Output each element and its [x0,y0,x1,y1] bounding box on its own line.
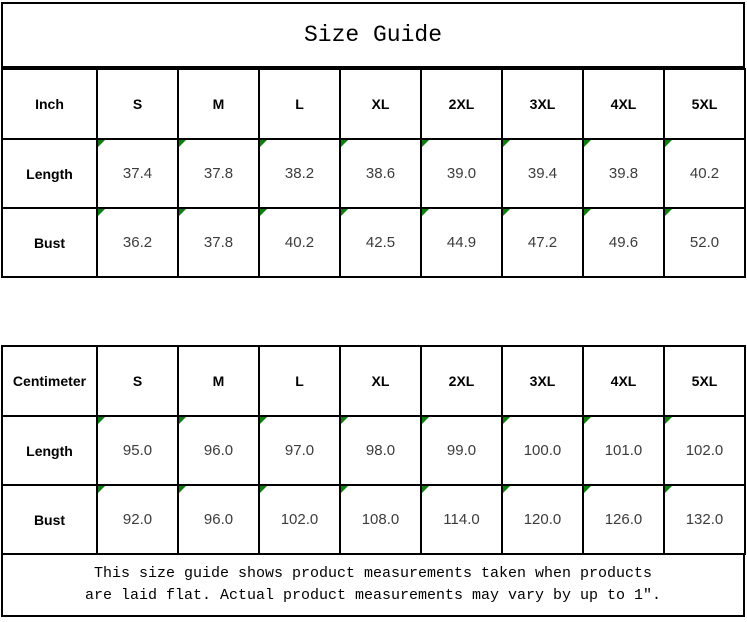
value-cell [421,139,502,208]
cell-corner-marker-icon [98,417,105,424]
value-cell-text: 49.6 [608,234,639,251]
size-header-cell [583,346,664,416]
size-header-cell [664,346,745,416]
row-label-cell [2,485,97,554]
table-row [2,139,745,208]
cell-corner-marker-icon [584,486,591,493]
title-box [1,2,745,68]
value-cell-text: 114.0 [443,511,480,528]
value-cell [664,416,745,485]
cell-corner-marker-icon [503,417,510,424]
cell-corner-marker-icon [260,140,267,147]
value-cell [502,139,583,208]
value-cell-text: 98.0 [365,442,396,459]
cell-corner-marker-icon [503,140,510,147]
size-header-cell [583,69,664,139]
value-cell-text: 38.2 [284,165,315,182]
value-cell-text: 37.4 [122,165,153,182]
cell-corner-marker-icon [422,209,429,216]
value-cell-text: 37.8 [203,234,234,251]
cell-corner-marker-icon [260,417,267,424]
cell-corner-marker-icon [422,140,429,147]
value-cell-text: 95.0 [122,442,153,459]
size-header-cell [664,69,745,139]
row-label-cell [2,416,97,485]
size-header-cell [502,346,583,416]
value-cell-text: 52.0 [689,234,720,251]
size-header-cell [340,346,421,416]
cell-corner-marker-icon [179,417,186,424]
value-cell [259,208,340,277]
centimeter-size-table [1,345,746,555]
cell-corner-marker-icon [98,209,105,216]
header-row [2,346,745,416]
value-cell-text: 120.0 [523,511,562,528]
value-cell-text: 38.6 [365,165,396,182]
value-cell-text: 42.5 [365,234,396,251]
value-cell-text: 39.8 [608,165,639,182]
size-header-cell [178,346,259,416]
value-cell [259,139,340,208]
cell-corner-marker-icon [341,209,348,216]
size-header-cell-text: L [295,373,304,389]
cell-corner-marker-icon [98,140,105,147]
size-header-cell [97,69,178,139]
value-cell-text: 40.2 [284,234,315,251]
value-cell [259,416,340,485]
size-header-cell-text: 4XL [610,96,637,112]
value-cell [664,139,745,208]
value-cell-text: 39.4 [527,165,558,182]
table-row [2,416,745,485]
size-header-cell [340,69,421,139]
row-label-cell-text: Bust [33,511,66,528]
value-cell-text: 47.2 [527,234,558,251]
cell-corner-marker-icon [665,417,672,424]
value-cell-text: 102.0 [685,442,724,459]
row-label-cell [2,139,97,208]
page-title: Size Guide [303,22,443,48]
value-cell [340,485,421,554]
cell-corner-marker-icon [179,209,186,216]
value-cell [340,416,421,485]
size-header-cell-text: 2XL [448,373,475,389]
cell-corner-marker-icon [503,486,510,493]
row-label-cell [2,208,97,277]
value-cell-text: 97.0 [284,442,315,459]
value-cell [340,208,421,277]
value-cell [97,485,178,554]
value-cell [259,485,340,554]
row-label-cell-text: Length [26,165,73,182]
size-header-cell-text: 5XL [691,96,718,112]
value-cell-text: 132.0 [685,511,724,528]
size-header-cell-text: S [132,96,143,112]
unit-cell-text: Inch [35,96,64,112]
header-row [2,69,745,139]
size-header-cell [421,346,502,416]
value-cell-text: 101.0 [604,442,643,459]
value-cell-text: 108.0 [361,511,400,528]
value-cell [97,208,178,277]
size-header-cell [421,69,502,139]
cell-corner-marker-icon [665,209,672,216]
value-cell [178,416,259,485]
value-cell [583,208,664,277]
value-cell [502,485,583,554]
cell-corner-marker-icon [665,486,672,493]
value-cell-text: 100.0 [523,442,562,459]
value-cell [178,208,259,277]
inch-size-table [1,68,746,278]
size-header-cell-text: 4XL [610,373,637,389]
row-label-cell-text: Bust [33,234,66,251]
cell-corner-marker-icon [98,486,105,493]
size-header-cell-text: M [212,96,225,112]
size-header-cell-text: 5XL [691,373,718,389]
size-header-cell-text: 2XL [448,96,475,112]
cell-corner-marker-icon [341,417,348,424]
value-cell-text: 126.0 [604,511,643,528]
size-header-cell [259,69,340,139]
value-cell [502,416,583,485]
footer-note-line-1: This size guide shows product measurements taken when products [93,565,653,582]
cell-corner-marker-icon [584,417,591,424]
cell-corner-marker-icon [422,486,429,493]
size-header-cell-text: S [132,373,143,389]
table-row [2,485,745,554]
value-cell-text: 44.9 [446,234,477,251]
size-header-cell [178,69,259,139]
unit-cell [2,346,97,416]
size-header-cell [97,346,178,416]
value-cell [502,208,583,277]
size-header-cell-text: 3XL [529,373,556,389]
value-cell [664,208,745,277]
unit-cell [2,69,97,139]
cell-corner-marker-icon [179,140,186,147]
cell-corner-marker-icon [341,140,348,147]
value-cell [664,485,745,554]
value-cell [421,416,502,485]
cell-corner-marker-icon [422,417,429,424]
value-cell-text: 40.2 [689,165,720,182]
cell-corner-marker-icon [260,486,267,493]
value-cell [178,139,259,208]
value-cell-text: 39.0 [446,165,477,182]
value-cell [583,139,664,208]
value-cell [97,416,178,485]
value-cell [583,485,664,554]
cell-corner-marker-icon [260,209,267,216]
value-cell [421,485,502,554]
cell-corner-marker-icon [584,209,591,216]
value-cell-text: 96.0 [203,511,234,528]
size-header-cell-text: 3XL [529,96,556,112]
value-cell-text: 99.0 [446,442,477,459]
footer-note [1,553,745,617]
unit-cell-text: Centimeter [12,373,87,389]
value-cell [97,139,178,208]
value-cell [421,208,502,277]
row-label-cell-text: Length [26,442,73,459]
cell-corner-marker-icon [503,209,510,216]
size-header-cell [502,69,583,139]
size-header-cell [259,346,340,416]
footer-note-line-2: are laid flat. Actual product measurements may vary by up to 1″. [84,587,662,604]
cell-corner-marker-icon [665,140,672,147]
size-header-cell-text: XL [371,373,390,389]
cell-corner-marker-icon [341,486,348,493]
cell-corner-marker-icon [584,140,591,147]
value-cell-text: 37.8 [203,165,234,182]
table-row [2,208,745,277]
size-header-cell-text: M [212,373,225,389]
size-header-cell-text: XL [371,96,390,112]
value-cell [583,416,664,485]
value-cell [340,139,421,208]
value-cell [178,485,259,554]
value-cell-text: 102.0 [280,511,319,528]
value-cell-text: 92.0 [122,511,153,528]
value-cell-text: 96.0 [203,442,234,459]
value-cell-text: 36.2 [122,234,153,251]
cell-corner-marker-icon [179,486,186,493]
size-header-cell-text: L [295,96,304,112]
